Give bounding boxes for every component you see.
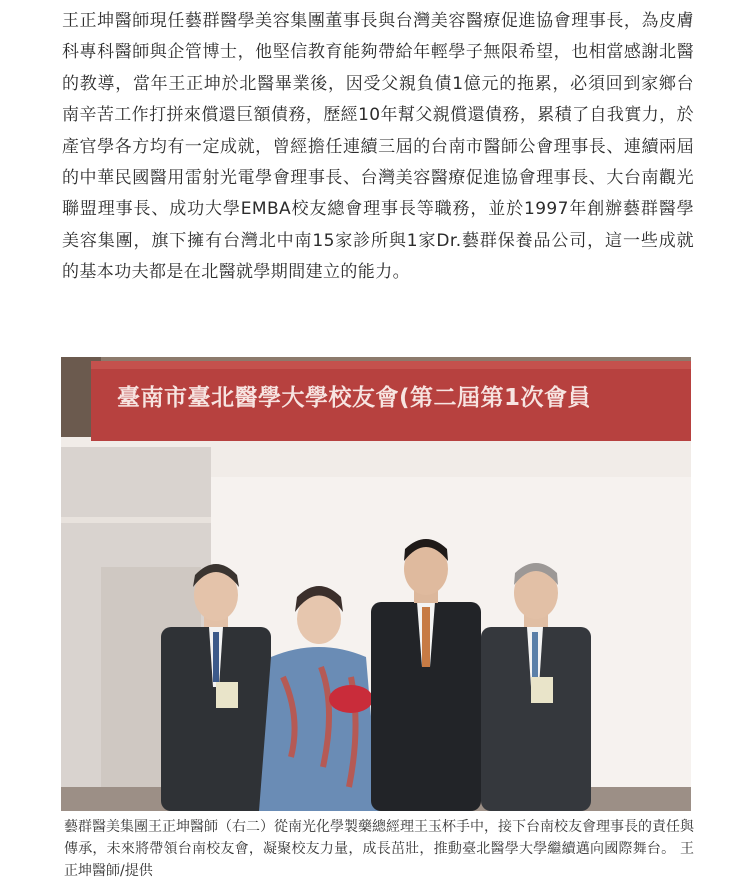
article-figure [61, 357, 691, 811]
event-photo [61, 357, 691, 811]
article-paragraph: 王正坤醫師現任藝群醫學美容集團董事長與台灣美容醫療促進協會理事長，為皮膚科專科醫師與企管博士，他堅信教育能夠帶給年輕學子無限希望，也相當感謝北醫的教導，當年王正坤於北醫畢業後，因受父親負債1億元的拖累，必須回到家鄉台南辛苦工作打拼來償還巨額債務，歷經10年幫父親償還債務，累積了自我實力，於產官學各方均有一定成就，曾經擔任連續三屆的台南市醫師公會理事長、連續兩屆的中華民國醫用雷射光電學會理事長、台灣美容醫療促進協會理事長、大台南觀光聯盟理事長、成功大學EMBA校友總會理事長等職務，並於1997年創辦藝群醫學美容集團，旗下擁有台灣北中南15家診所與1家Dr.藝群保養品公司，這一些成就的基本功夫都是在北醫就學期間建立的能力。 [62, 11, 694, 283]
banner-text: 臺南市臺北醫學大學校友會(第二屆第1次會員 [117, 385, 592, 411]
photo-illustration [61, 357, 691, 811]
photo-caption: 藝群醫美集團王正坤醫師（右二）從南光化學製藥總經理王玉杯手中，接下台南校友會理事長的責任與傳承，未來將帶領台南校友會，凝聚校友力量，成長茁壯，推動臺北醫學大學繼續邁向國際舞台。 王正坤醫師/提供 [64, 819, 694, 879]
